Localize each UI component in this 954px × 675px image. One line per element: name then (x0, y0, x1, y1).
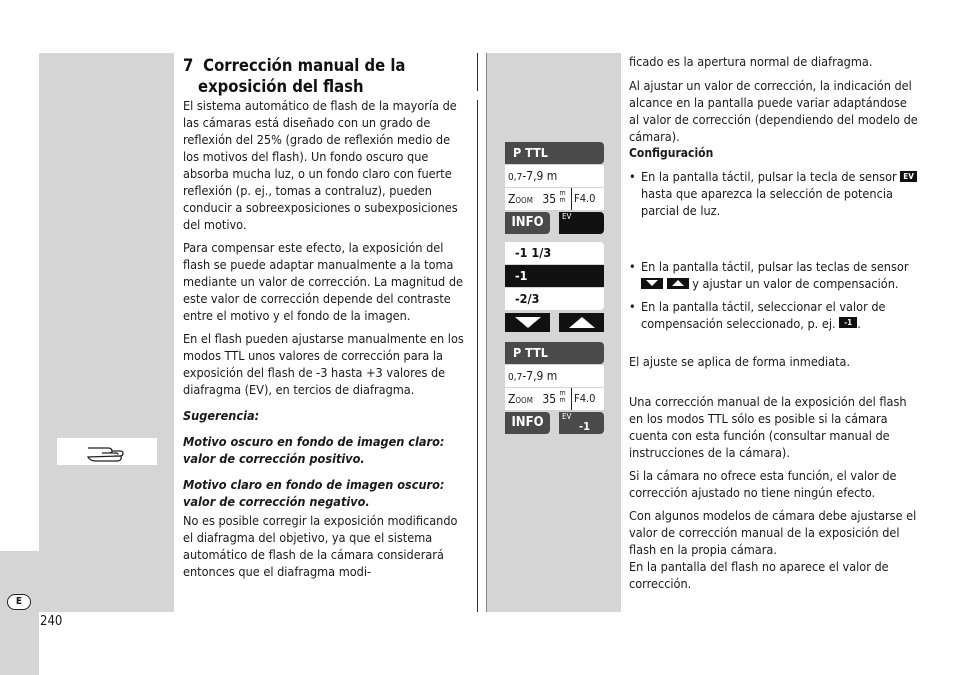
aperture-value: F4.0 (574, 192, 596, 205)
arrow-up-icon[interactable] (559, 313, 604, 332)
ev-label: EV (562, 212, 572, 221)
correction-option[interactable]: -1 1/3 (505, 242, 604, 264)
ev-key-icon: EV (900, 171, 917, 182)
range-value: -7,9 m (522, 369, 558, 383)
zoom-row (505, 188, 604, 210)
info-button[interactable]: INFO (505, 412, 550, 434)
arrow-down-icon (641, 278, 663, 289)
display-panel (486, 53, 621, 612)
paragraph: Para compensar este efecto, la exposición del flash se puede adaptar manualmente a la toma mediante un valor de corrección. La magnitud de este valor de corrección depende del contraste entre el motivo y el fondo de la imagen. (183, 240, 463, 323)
column-divider (477, 100, 478, 612)
hint-positive: Motivo oscuro en fondo de imagen claro: valor de corrección positivo. (183, 434, 445, 466)
info-button[interactable]: INFO (505, 212, 550, 234)
correction-option-selected[interactable]: -1 (505, 265, 604, 287)
ev-sensor-key[interactable] (559, 412, 604, 434)
zoom-unit: m m (559, 389, 566, 404)
mode-bar: P TTL (505, 142, 604, 164)
zoom-label: Zoom (508, 392, 533, 406)
config-title: Configuración (629, 146, 714, 160)
zoom-unit: m m (559, 189, 566, 204)
correction-option[interactable]: -2/3 (505, 288, 604, 310)
zoom-label: Zoom (508, 192, 533, 206)
language-badge: E (7, 594, 31, 610)
arrow-up-icon (667, 278, 689, 289)
paragraph: En la pantalla del flash no aparece el valor de corrección. (629, 559, 889, 591)
paragraph: Al ajustar un valor de corrección, la indicación del alcance en la pantalla puede variar adaptándose al valor de corrección (dependiendo del modelo de cámara). (629, 78, 918, 144)
paragraph: Si la cámara no ofrece esta función, el valor de corrección ajustado no tiene ningún efecto. (629, 468, 897, 500)
left-margin-panel (39, 53, 174, 612)
paragraph: No es posible corregir la exposición modificando el diafragma del objetivo, ya que el sistema automático de flash de la cámara considerará entonces que el diafragma modi- (183, 513, 458, 579)
section-heading (183, 55, 473, 97)
hint-title: Sugerencia: (183, 408, 260, 423)
paragraph: El ajuste se aplica de forma inmediata. (629, 354, 851, 369)
ev-value: -1 (579, 420, 590, 433)
left-text-column (183, 97, 468, 586)
aperture-value: F4.0 (574, 392, 596, 405)
range-value: -7,9 m (522, 169, 558, 183)
right-text-column (629, 53, 919, 598)
ev-sensor-key[interactable] (559, 212, 604, 234)
heading-line-1: Corrección manual de la (203, 56, 406, 75)
pointing-hand-icon (86, 442, 128, 462)
zoom-value: 35 (542, 392, 557, 406)
row-divider (571, 388, 572, 410)
heading-line-2: exposición del flash (198, 77, 364, 96)
column-divider (477, 53, 478, 91)
panel-edge (486, 53, 487, 612)
range-row (505, 165, 604, 187)
bottom-margin-tab (0, 551, 39, 675)
range-prefix: 0,7 (508, 372, 523, 383)
range-prefix: 0,7 (508, 172, 523, 183)
row-divider (571, 188, 572, 210)
step-2: • En la pantalla táctil, pulsar las teclas de sensor y ajustar un valor de compensación. (629, 258, 919, 292)
paragraph: Con algunos modelos de cámara debe ajustarse el valor de corrección manual de la exposición del flash en la propia cámara. (629, 508, 917, 557)
zoom-value: 35 (542, 192, 557, 206)
ev-label: EV (562, 412, 572, 421)
paragraph: ficado es la apertura normal de diafragma. (629, 54, 873, 69)
zoom-row (505, 388, 604, 410)
page-number: 240 (40, 614, 63, 629)
hint-negative: Motivo claro en fondo de imagen oscuro: valor de corrección negativo. (183, 477, 445, 509)
paragraph: En el flash pueden ajustarse manualmente en los modos TTL unos valores de corrección para la exposición del flash de -3 hasta +3 valores de diafragma (EV), en tercios de diafragma. (183, 331, 464, 397)
hint-marker (57, 438, 157, 465)
mode-bar: P TTL (505, 342, 604, 364)
range-row (505, 365, 604, 387)
paragraph: El sistema automático de flash de la mayoría de las cámaras está diseñado con un grado de reflexión del 25% (grado de reflexión medio de los motivos del flash). Un fondo oscuro que absorba mucha luz, o un fondo claro con fuerte reflexión (p. ej., tomas a contraluz), pueden conducir a sobreexposiciones o subexposiciones del motivo. (183, 98, 458, 232)
section-number: 7 (183, 56, 194, 75)
step-1: • En la pantalla táctil, pulsar la tecla de sensor EV hasta que aparezca la selección de potencia parcial de luz. (629, 168, 919, 219)
minus-one-key-icon: -1 (839, 317, 857, 328)
arrow-down-icon[interactable] (505, 313, 550, 332)
paragraph: Una corrección manual de la exposición del flash en los modos TTL sólo es posible si la cámara cuenta con esta función (consultar manual de instrucciones de la cámara). (629, 394, 907, 460)
step-3: • En la pantalla táctil, seleccionar el valor de compensación seleccionado, p. ej. -1 . (629, 298, 919, 332)
